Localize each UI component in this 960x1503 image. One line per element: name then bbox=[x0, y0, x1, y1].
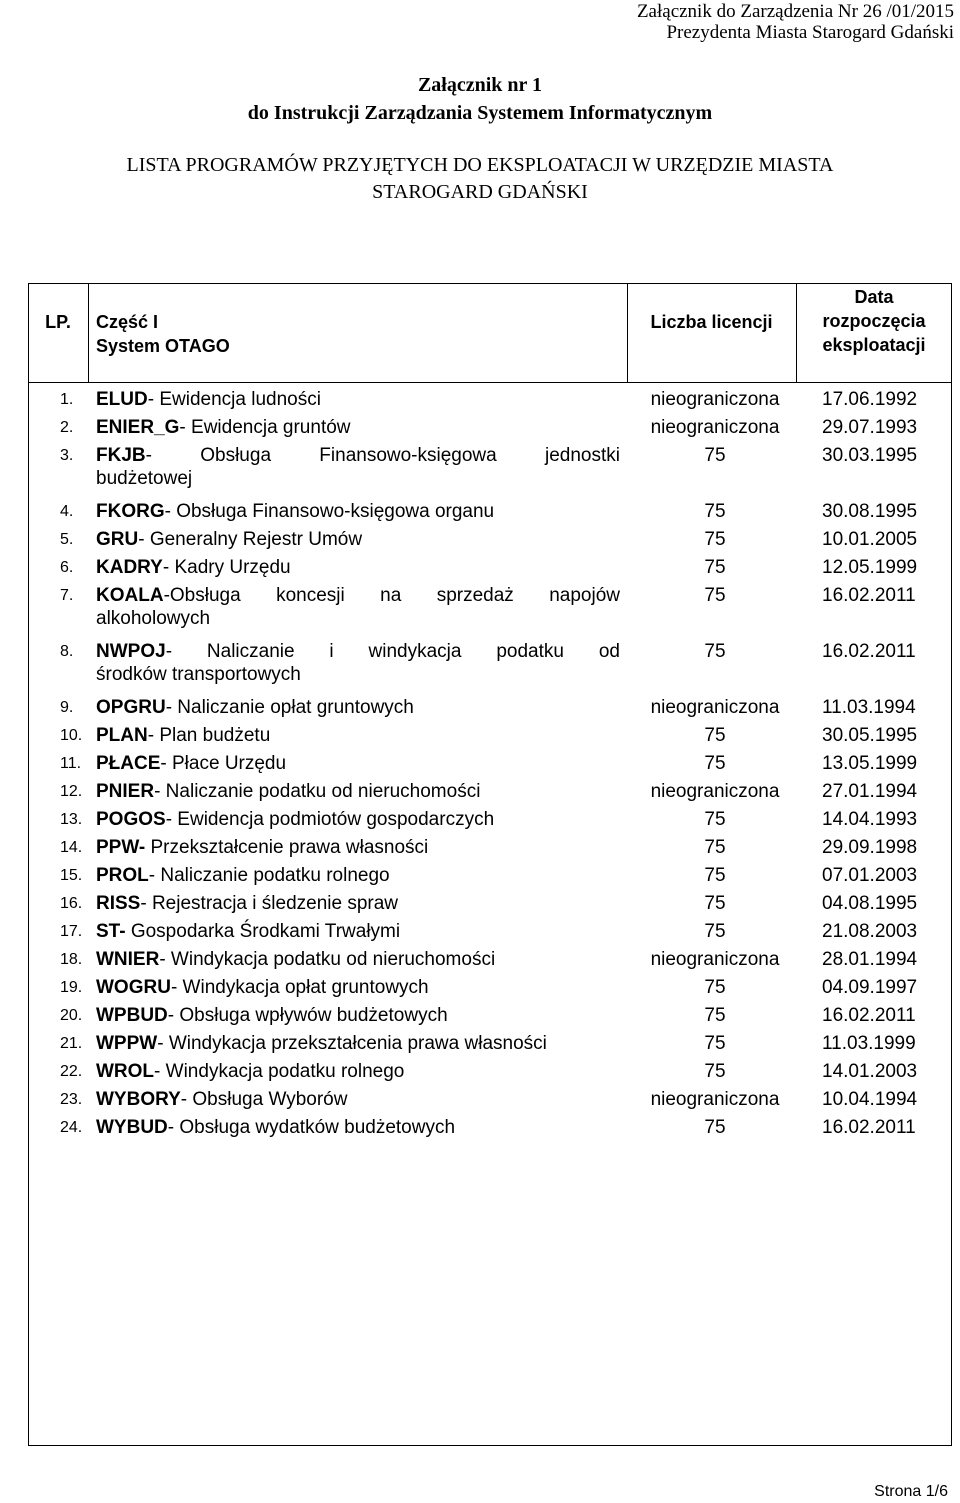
program-code: WOGRU bbox=[96, 977, 171, 998]
row-licenses: 75 bbox=[704, 837, 726, 858]
row-date: 30.08.1995 bbox=[822, 501, 918, 522]
row-date: 10.01.2005 bbox=[822, 529, 918, 550]
row-licenses: nieograniczona bbox=[650, 1089, 780, 1110]
row-licenses: 75 bbox=[704, 557, 726, 578]
row-date: 12.05.1999 bbox=[822, 557, 918, 578]
row-program bbox=[96, 780, 620, 803]
program-description: Gospodarka Środkami Trwałymi bbox=[125, 921, 401, 942]
row-licenses: 75 bbox=[704, 641, 726, 662]
row-lp: 17. bbox=[60, 923, 83, 940]
program-line bbox=[96, 641, 620, 662]
program-description: - Windykacja podatku od nieruchomości bbox=[159, 949, 496, 970]
row-lp: 18. bbox=[60, 951, 83, 968]
header-part-line-1: Część I bbox=[96, 312, 159, 332]
header-date-line-3: eksploatacji bbox=[822, 335, 926, 355]
program-code: WPBUD bbox=[96, 1005, 168, 1026]
row-program bbox=[96, 1116, 620, 1139]
program-description: - Windykacja przekształcenia prawa własności bbox=[157, 1033, 547, 1054]
row-licenses: 75 bbox=[704, 725, 726, 746]
program-code: ELUD bbox=[96, 389, 148, 410]
row-program bbox=[96, 528, 620, 551]
list-title-line-2: STAROGARD GDAŃSKI bbox=[372, 181, 588, 203]
row-date: 29.07.1993 bbox=[822, 417, 918, 438]
program-code: GRU bbox=[96, 529, 139, 550]
row-program bbox=[96, 696, 620, 719]
header-licenses: Liczba licencji bbox=[650, 312, 773, 332]
program-description-continued: budżetowej bbox=[96, 468, 193, 489]
row-program bbox=[96, 864, 620, 887]
program-line bbox=[96, 529, 362, 550]
program-description: - Windykacja podatku rolnego bbox=[154, 1061, 405, 1082]
row-lp: 14. bbox=[60, 839, 83, 856]
row-lp: 5. bbox=[60, 531, 74, 548]
program-code: RISS bbox=[96, 893, 141, 914]
row-lp: 24. bbox=[60, 1119, 83, 1136]
program-description: -Obsługa koncesji na sprzedaż napojów bbox=[163, 585, 620, 606]
row-lp: 3. bbox=[60, 447, 74, 464]
program-description: - Kadry Urzędu bbox=[162, 557, 291, 578]
row-date: 29.09.1998 bbox=[822, 837, 918, 858]
program-code: PROL bbox=[96, 865, 149, 886]
header-lp: LP. bbox=[45, 312, 71, 332]
attachment-title: Załącznik nr 1 bbox=[417, 74, 543, 96]
row-date: 04.09.1997 bbox=[822, 977, 918, 998]
program-line bbox=[96, 781, 480, 802]
program-line bbox=[96, 445, 620, 466]
row-date: 13.05.1999 bbox=[822, 753, 918, 774]
row-lp: 6. bbox=[60, 559, 74, 576]
row-licenses: nieograniczona bbox=[650, 697, 780, 718]
program-description: - Obsługa wpływów budżetowych bbox=[167, 1005, 448, 1026]
row-lp: 7. bbox=[60, 587, 74, 604]
program-line bbox=[96, 1061, 404, 1082]
annex-header bbox=[637, 1, 954, 43]
row-program bbox=[96, 444, 620, 490]
program-code: WYBUD bbox=[96, 1117, 168, 1138]
program-code: PNIER bbox=[96, 781, 155, 802]
program-code: ST- bbox=[96, 921, 126, 942]
program-description: - Obsługa Wyborów bbox=[180, 1089, 348, 1110]
attachment-subtitle: do Instrukcji Zarządzania Systemem Informatycznym bbox=[247, 102, 713, 124]
row-lp: 12. bbox=[60, 783, 83, 800]
row-licenses: 75 bbox=[704, 893, 726, 914]
row-licenses: 75 bbox=[704, 977, 726, 998]
row-licenses: 75 bbox=[704, 1033, 726, 1054]
list-title-line-1: LISTA PROGRAMÓW PRZYJĘTYCH DO EKSPLOATACJI W URZĘDZIE MIASTA bbox=[126, 154, 834, 176]
program-description: - Płace Urzędu bbox=[160, 753, 287, 774]
row-program bbox=[96, 892, 620, 915]
row-licenses: 75 bbox=[704, 501, 726, 522]
program-line bbox=[96, 557, 291, 578]
program-code: FKORG bbox=[96, 501, 165, 522]
row-lp: 1. bbox=[60, 391, 74, 408]
row-program bbox=[96, 724, 620, 747]
row-program bbox=[96, 808, 620, 831]
program-code: ENIER_G bbox=[96, 417, 180, 438]
program-code: NWPOJ bbox=[96, 641, 166, 662]
row-lp: 10. bbox=[60, 727, 83, 744]
program-line bbox=[96, 585, 620, 606]
row-date: 27.01.1994 bbox=[822, 781, 918, 802]
program-line bbox=[96, 865, 390, 886]
program-description-continued: alkoholowych bbox=[96, 608, 211, 629]
row-licenses: 75 bbox=[704, 1061, 726, 1082]
row-licenses: 75 bbox=[704, 1117, 726, 1138]
header-date-line-1: Data bbox=[854, 287, 894, 307]
annex-line-1: Załącznik do Zarządzenia Nr 26 /01/2015 bbox=[636, 1, 954, 22]
row-lp: 20. bbox=[60, 1007, 83, 1024]
program-line bbox=[96, 977, 429, 998]
program-code: WNIER bbox=[96, 949, 160, 970]
row-lp: 23. bbox=[60, 1091, 83, 1108]
row-date: 07.01.2003 bbox=[822, 865, 918, 886]
row-date: 30.05.1995 bbox=[822, 725, 918, 746]
program-line bbox=[96, 389, 321, 410]
row-lp: 19. bbox=[60, 979, 83, 996]
row-lp: 16. bbox=[60, 895, 83, 912]
program-code: WPPW bbox=[96, 1033, 158, 1054]
program-description: - Ewidencja podmiotów gospodarczych bbox=[165, 809, 495, 830]
program-description: - Obsługa Finansowo-księgowa organu bbox=[164, 501, 495, 522]
program-code: PPW- bbox=[96, 837, 146, 858]
row-program bbox=[96, 500, 620, 523]
program-line bbox=[96, 1117, 455, 1138]
row-licenses: 75 bbox=[704, 529, 726, 550]
row-program bbox=[96, 556, 620, 579]
header-part-line-2: System OTAGO bbox=[96, 336, 230, 356]
row-program bbox=[96, 1088, 620, 1111]
program-line bbox=[96, 1005, 448, 1026]
row-program bbox=[96, 416, 620, 439]
program-code: WYBORY bbox=[96, 1089, 181, 1110]
row-program bbox=[96, 1060, 620, 1083]
col-divider bbox=[88, 283, 89, 382]
row-licenses: 75 bbox=[704, 809, 726, 830]
row-date: 16.02.2011 bbox=[822, 1005, 916, 1026]
row-licenses: 75 bbox=[704, 585, 726, 606]
row-licenses: 75 bbox=[704, 445, 726, 466]
program-description: - Ewidencja gruntów bbox=[179, 417, 351, 438]
program-line bbox=[96, 697, 414, 718]
row-licenses: 75 bbox=[704, 753, 726, 774]
program-description: - Obsługa wydatków budżetowych bbox=[167, 1117, 456, 1138]
row-licenses: 75 bbox=[704, 921, 726, 942]
row-date: 16.02.2011 bbox=[822, 585, 916, 606]
program-line bbox=[96, 921, 400, 942]
row-program bbox=[96, 836, 620, 859]
header-part bbox=[96, 310, 230, 358]
header-date-line-2: rozpoczęcia bbox=[822, 311, 926, 331]
row-program bbox=[96, 640, 620, 686]
row-licenses: nieograniczona bbox=[650, 781, 780, 802]
program-description: - Naliczanie podatku rolnego bbox=[148, 865, 390, 886]
row-date: 10.04.1994 bbox=[822, 1089, 918, 1110]
row-date: 04.08.1995 bbox=[822, 893, 918, 914]
row-date: 28.01.1994 bbox=[822, 949, 918, 970]
row-lp: 2. bbox=[60, 419, 74, 436]
row-lp: 9. bbox=[60, 699, 74, 716]
program-description: - Naliczanie podatku od nieruchomości bbox=[154, 781, 481, 802]
page-number: Strona 1/6 bbox=[874, 1483, 948, 1500]
row-program bbox=[96, 388, 620, 411]
program-line bbox=[96, 501, 494, 522]
row-program bbox=[96, 752, 620, 775]
program-description: - Naliczanie i windykacja podatku od bbox=[165, 641, 620, 662]
row-date: 14.04.1993 bbox=[822, 809, 918, 830]
header-date bbox=[796, 285, 952, 357]
annex-line-2: Prezydenta Miasta Starogard Gdański bbox=[666, 22, 954, 43]
program-code: KOALA bbox=[96, 585, 164, 606]
program-line bbox=[96, 837, 428, 858]
program-line bbox=[96, 1089, 347, 1110]
program-line bbox=[96, 725, 270, 746]
program-line bbox=[96, 809, 494, 830]
row-date: 30.03.1995 bbox=[822, 445, 918, 466]
row-program bbox=[96, 1004, 620, 1027]
row-lp: 21. bbox=[60, 1035, 83, 1052]
row-licenses: nieograniczona bbox=[650, 949, 780, 970]
row-date: 14.01.2003 bbox=[822, 1061, 918, 1082]
row-licenses: 75 bbox=[704, 865, 726, 886]
row-program bbox=[96, 976, 620, 999]
row-lp: 15. bbox=[60, 867, 83, 884]
row-lp: 22. bbox=[60, 1063, 83, 1080]
row-licenses: nieograniczona bbox=[650, 417, 780, 438]
header-bottom-rule bbox=[28, 382, 952, 383]
row-lp: 4. bbox=[60, 503, 74, 520]
program-description: - Plan budżetu bbox=[147, 725, 271, 746]
row-date: 11.03.1999 bbox=[822, 1033, 916, 1054]
program-code: PLAN bbox=[96, 725, 148, 746]
row-licenses: 75 bbox=[704, 1005, 726, 1026]
program-description: - Naliczanie opłat gruntowych bbox=[165, 697, 414, 718]
row-program bbox=[96, 948, 620, 971]
program-description: - Windykacja opłat gruntowych bbox=[170, 977, 429, 998]
program-code: WROL bbox=[96, 1061, 155, 1082]
program-description-continued: środków transportowych bbox=[96, 664, 301, 685]
program-description: - Generalny Rejestr Umów bbox=[138, 529, 363, 550]
row-licenses: nieograniczona bbox=[650, 389, 780, 410]
row-date: 21.08.2003 bbox=[822, 921, 918, 942]
program-description: - Ewidencja ludności bbox=[147, 389, 321, 410]
program-line bbox=[96, 1033, 547, 1054]
row-lp: 8. bbox=[60, 643, 74, 660]
row-date: 17.06.1992 bbox=[822, 389, 918, 410]
program-line bbox=[96, 949, 495, 970]
row-program bbox=[96, 1032, 620, 1055]
program-code: FKJB bbox=[96, 445, 146, 466]
row-program bbox=[96, 584, 620, 630]
program-code: KADRY bbox=[96, 557, 163, 578]
program-description: Przekształcenie prawa własności bbox=[145, 837, 429, 858]
row-date: 11.03.1994 bbox=[822, 697, 916, 718]
program-description: - Rejestracja i śledzenie spraw bbox=[140, 893, 399, 914]
row-program bbox=[96, 920, 620, 943]
program-line bbox=[96, 753, 286, 774]
row-lp: 13. bbox=[60, 811, 83, 828]
row-lp: 11. bbox=[60, 755, 82, 772]
row-date: 16.02.2011 bbox=[822, 641, 916, 662]
program-code: OPGRU bbox=[96, 697, 166, 718]
program-line bbox=[96, 893, 398, 914]
program-code: PŁACE bbox=[96, 753, 161, 774]
program-code: POGOS bbox=[96, 809, 166, 830]
program-line bbox=[96, 417, 351, 438]
program-description: - Obsługa Finansowo-księgowa jednostki bbox=[145, 445, 620, 466]
row-date: 16.02.2011 bbox=[822, 1117, 916, 1138]
